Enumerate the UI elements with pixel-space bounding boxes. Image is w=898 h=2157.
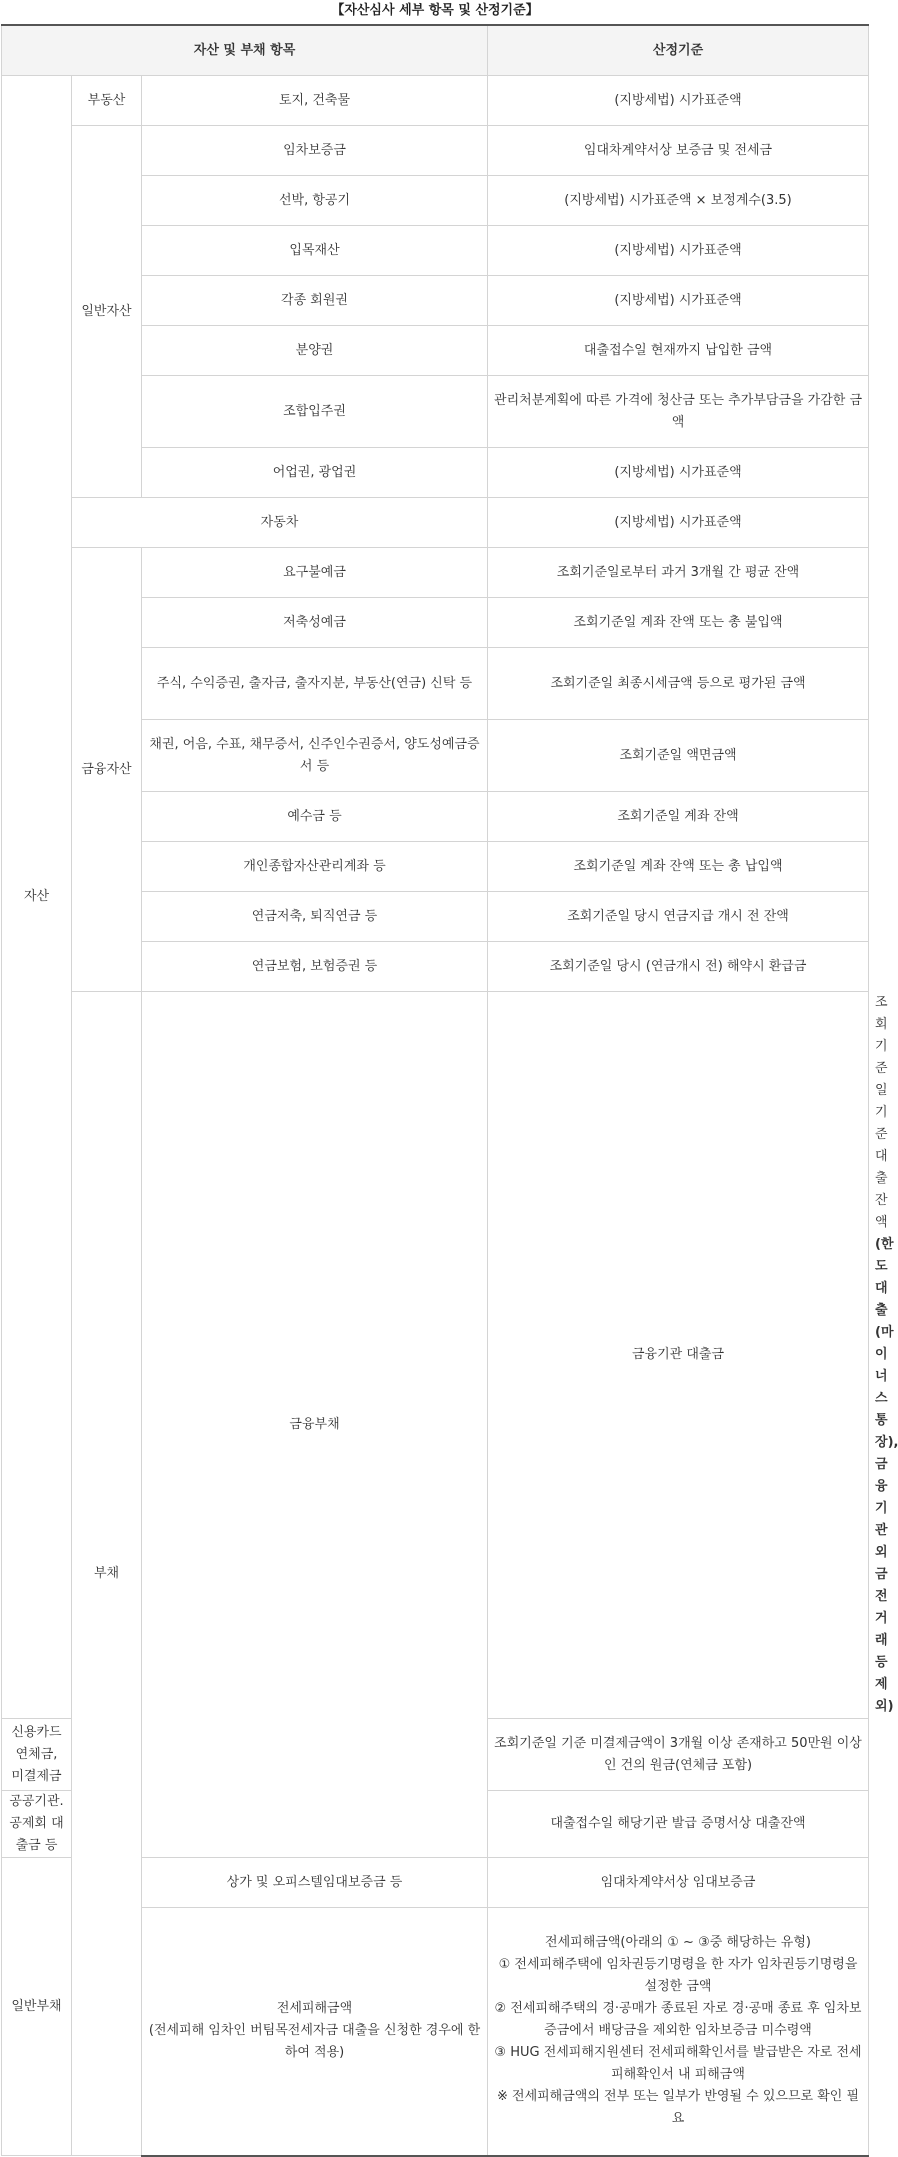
criteria-cell: (지방세법) 시가표준액 bbox=[488, 498, 869, 548]
item-cell: 주식, 수익증권, 출자금, 출자지분, 부동산(연금) 신탁 등 bbox=[142, 648, 488, 720]
criteria-cell: 조회기준일 최종시세금액 등으로 평가된 금액 bbox=[488, 648, 869, 720]
item-cell: 예수금 등 bbox=[142, 792, 488, 842]
item-cell: 개인종합자산관리계좌 등 bbox=[142, 842, 488, 892]
item-cell: 조합입주권 bbox=[142, 376, 488, 448]
table-header-row bbox=[2, 25, 869, 76]
item-cell: 분양권 bbox=[142, 326, 488, 376]
item-title: 전세피해금액 bbox=[276, 2001, 353, 2017]
criteria-line: 설정한 금액 bbox=[644, 1979, 712, 1995]
criteria-cell: (지방세법) 시가표준액 × 보정계수(3.5) bbox=[488, 176, 869, 226]
header-items: 자산 및 부채 항목 bbox=[2, 25, 488, 76]
criteria-cell: 조회기준일로부터 과거 3개월 간 평균 잔액 bbox=[488, 548, 869, 598]
criteria-cell: (지방세법) 시가표준액 bbox=[488, 226, 869, 276]
header-criteria: 산정기준 bbox=[488, 25, 869, 76]
criteria-cell: 대출접수일 현재까지 납입한 금액 bbox=[488, 326, 869, 376]
criteria-cell: 조회기준일 계좌 잔액 bbox=[488, 792, 869, 842]
subgroup-financial-liabilities: 금융부채 bbox=[142, 992, 488, 1858]
item-cell: 연금저축, 퇴직연금 등 bbox=[142, 892, 488, 942]
criteria-cell: 관리처분계획에 따른 가격에 청산금 또는 추가부담금을 가감한 금액 bbox=[488, 376, 869, 448]
group-liability: 부채 bbox=[72, 992, 142, 2156]
item-cell: 금융기관 대출금 bbox=[488, 992, 869, 1719]
item-cell: 저축성예금 bbox=[142, 598, 488, 648]
table-row bbox=[2, 498, 869, 548]
item-cell: 요구불예금 bbox=[142, 548, 488, 598]
asset-criteria-table bbox=[1, 24, 898, 2157]
criteria-cell: 조회기준일 당시 연금지급 개시 전 잔액 bbox=[488, 892, 869, 942]
item-cell: 공공기관.공제회 대출금 등 bbox=[2, 1791, 72, 1858]
criteria-line: ③ HUG 전세피해지원센터 전세피해확인서를 발급받은 자로 전세피해확인서 내 피해금액 bbox=[494, 2045, 862, 2083]
criteria-cell: 대출접수일 해당기관 발급 증명서상 대출잔액 bbox=[488, 1791, 869, 1858]
criteria-line: ※ 전세피해금액의 전부 또는 일부가 반영될 수 있으므로 확인 필요 bbox=[496, 2089, 860, 2127]
subgroup-financial-assets: 금융자산 bbox=[72, 548, 142, 992]
criteria-line: ② 전세피해주택의 경·공매가 종료된 자로 경·공매 종료 후 임차보증금에서 배당금을 제외한 임차보증금 미수령액 bbox=[494, 2001, 862, 2039]
item-cell: 입목재산 bbox=[142, 226, 488, 276]
criteria-cell: (지방세법) 시가표준액 bbox=[488, 76, 869, 126]
subgroup-real-estate: 부동산 bbox=[72, 76, 142, 126]
table-row bbox=[2, 548, 869, 598]
item-cell: 토지, 건축물 bbox=[142, 76, 488, 126]
item-cell: 채권, 어음, 수표, 채무증서, 신주인수권증서, 양도성예금증서 등 bbox=[142, 720, 488, 792]
subgroup-general-liabilities: 일반부채 bbox=[2, 1858, 72, 2156]
item-condition: (전세피해 임차인 버팀목전세자금 대출을 신청한 경우에 한하여 적용) bbox=[148, 2023, 481, 2061]
criteria-cell: 임대차계약서상 보증금 및 전세금 bbox=[488, 126, 869, 176]
item-cell: 연금보험, 보험증권 등 bbox=[142, 942, 488, 992]
item-cell bbox=[142, 1908, 488, 2156]
table-row bbox=[2, 126, 869, 176]
criteria-line: 전세피해금액(아래의 ① ~ ③중 해당하는 유형) bbox=[545, 1935, 811, 1951]
criteria-cell: 임대차계약서상 임대보증금 bbox=[488, 1858, 869, 1908]
criteria-line: ① 전세피해주택에 임차권등기명령을 한 자가 임차권등기명령을 bbox=[498, 1957, 858, 1973]
group-asset: 자산 bbox=[2, 76, 72, 1719]
item-cell: 어업권, 광업권 bbox=[142, 448, 488, 498]
page-title: 【자산심사 세부 항목 및 산정기준】 bbox=[331, 3, 539, 18]
item-cell: 선박, 항공기 bbox=[142, 176, 488, 226]
item-cell: 자동차 bbox=[72, 498, 488, 548]
item-cell: 각종 회원권 bbox=[142, 276, 488, 326]
item-cell: 신용카드연체금, 미결제금 bbox=[2, 1719, 72, 1791]
criteria-cell: 조회기준일 계좌 잔액 또는 총 불입액 bbox=[488, 598, 869, 648]
item-cell: 임차보증금 bbox=[142, 126, 488, 176]
criteria-cell: (지방세법) 시가표준액 bbox=[488, 276, 869, 326]
criteria-cell: 조회기준일 당시 (연금개시 전) 해약시 환급금 bbox=[488, 942, 869, 992]
table-row bbox=[2, 76, 869, 126]
criteria-cell: 조회기준일 계좌 잔액 또는 총 납입액 bbox=[488, 842, 869, 892]
criteria-cell bbox=[488, 1908, 869, 2156]
table-row: 부채 금융부채 금융기관 대출금 조회기준일 기준 대출 잔액 (한도대출(마이너스통장), 금융기관외 금전거래 등 제외) bbox=[2, 992, 869, 1719]
subgroup-general-assets: 일반자산 bbox=[72, 126, 142, 498]
criteria-cell: 조회기준일 기준 미결제금액이 3개월 이상 존재하고 50만원 이상인 건의 원금(연체금 포함) bbox=[488, 1719, 869, 1791]
criteria-cell: (지방세법) 시가표준액 bbox=[488, 448, 869, 498]
criteria-cell: 조회기준일 액면금액 bbox=[488, 720, 869, 792]
item-cell: 상가 및 오피스텔임대보증금 등 bbox=[142, 1858, 488, 1908]
